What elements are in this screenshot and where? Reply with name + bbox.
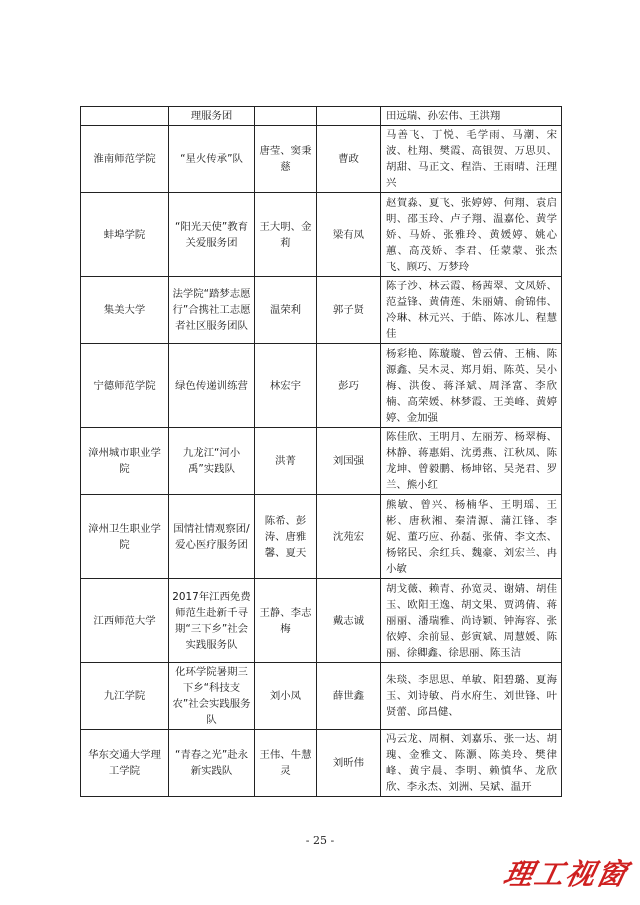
advisor-cell xyxy=(255,126,317,193)
leader-cell xyxy=(317,193,381,277)
school-cell-text: 九江学院 xyxy=(103,690,146,702)
table-row xyxy=(81,579,562,663)
school-cell xyxy=(81,344,169,428)
school-cell-text: 华东交通大学理工学院 xyxy=(88,749,161,777)
advisor-cell-text: 唐莹、窦秉慈 xyxy=(259,145,312,173)
table-row xyxy=(81,193,562,277)
school-cell-text: 江西师范大学 xyxy=(93,614,156,627)
leader-cell-text: 沈苑宏 xyxy=(332,530,365,543)
leader-cell-text: 刘昕伟 xyxy=(332,757,365,769)
team-name-cell xyxy=(169,193,255,277)
leader-cell-text: 郭子贤 xyxy=(332,304,365,316)
team-name-cell-text: 理服务团 xyxy=(190,110,233,122)
team-name-cell xyxy=(169,277,255,344)
table-row xyxy=(81,107,562,126)
school-cell-text: 宁德师范学院 xyxy=(93,379,156,392)
school-cell xyxy=(81,107,169,126)
team-name-cell-text: 国情社情观察团/爱心医疗服务团 xyxy=(173,522,250,551)
advisor-cell xyxy=(255,428,317,495)
members-cell-text: 陈佳欣、王明月、左丽芳、杨翠梅、林静、蒋惠娟、沈勇燕、江秋凤、陈龙坤、曾毅鹏、杨坤铭、吴尧君、罗兰、熊小红 xyxy=(386,431,557,491)
school-cell-text: 集美大学 xyxy=(103,304,146,316)
members-cell xyxy=(381,107,562,126)
page-number: - 25 - xyxy=(305,834,335,847)
members-cell-text: 朱琰、李思思、单敏、阳碧璐、夏海玉、刘诗敏、肖水府生、刘世锋、叶贤蕾、邱昌健、 xyxy=(386,674,557,718)
members-cell xyxy=(381,730,562,797)
leader-cell xyxy=(317,107,381,126)
advisor-cell-text: 洪菁 xyxy=(275,455,296,467)
advisor-cell xyxy=(255,107,317,126)
team-name-cell-text: 法学院“踏梦志愿行”合携社工志愿者社区服务团队 xyxy=(172,288,251,332)
school-cell xyxy=(81,579,169,663)
members-cell xyxy=(381,277,562,344)
table-row xyxy=(81,277,562,344)
advisor-cell-text: 温荣利 xyxy=(269,304,302,316)
advisor-cell xyxy=(255,579,317,663)
members-cell xyxy=(381,193,562,277)
advisor-cell-text: 王静、李志梅 xyxy=(259,606,312,635)
team-name-cell xyxy=(169,344,255,428)
team-name-cell-text: “阳光天使”教育关爱服务团 xyxy=(174,220,249,249)
watermark-logo: 理工视窗 xyxy=(500,857,632,891)
advisor-cell xyxy=(255,663,317,730)
members-cell-text: 熊敏、曾兴、杨楠华、王明瑶、王彬、唐秋湘、秦清源、蒲江锋、李妮、董巧应、孙磊、张倩、李文杰、杨铭民、余红兵、魏豪、刘宏兰、冉小敏 xyxy=(386,498,557,575)
team-name-cell xyxy=(169,107,255,126)
team-name-cell-text: 九龙江“河小禹”实践队 xyxy=(182,447,241,475)
leader-cell xyxy=(317,579,381,663)
school-cell xyxy=(81,193,169,277)
advisor-cell-text: 王伟、牛慧灵 xyxy=(259,749,312,777)
team-name-cell-text: 化环学院暑期三下乡“科技支农”社会实践服务队 xyxy=(172,666,251,726)
table-row xyxy=(81,126,562,193)
members-cell-text: 田远瑞、孙宏伟、王洪翔 xyxy=(386,110,501,122)
table-row xyxy=(81,495,562,579)
leader-cell xyxy=(317,126,381,193)
leader-cell-text: 戴志诚 xyxy=(332,614,365,627)
leader-cell-text: 刘国强 xyxy=(332,455,365,467)
team-name-cell-text: “星火传承”队 xyxy=(180,153,243,165)
team-name-cell-text: 2017年江西免费师范生赴新千寻期“三下乡”社会实践服务队 xyxy=(172,590,251,651)
members-cell xyxy=(381,579,562,663)
table-row xyxy=(81,344,562,428)
team-name-cell xyxy=(169,126,255,193)
table-row xyxy=(81,730,562,797)
members-cell-text: 冯云龙、周桐、刘嘉乐、张一达、胡瑰、金雅文、陈灏、陈美玲、樊律峰、黄宇晨、李明、赖慎华、龙欣欣、李永杰、刘洲、吴斌、温开 xyxy=(386,733,557,793)
leader-cell-text: 彭巧 xyxy=(338,379,359,392)
members-cell xyxy=(381,663,562,730)
school-cell-text: 漳州城市职业学院 xyxy=(88,447,161,475)
school-cell xyxy=(81,277,169,344)
members-cell-text: 胡戈薇、赖青、孙宽灵、谢婧、胡佳玉、欧阳王逸、胡文果、贾鸿倩、蒋丽丽、潘瑞雅、尚诗颖、钟海容、张依婷、余前显、彭寅斌、周慧媛、陈丽、徐卿鑫、徐思丽、陈玉洁 xyxy=(386,582,557,659)
school-cell xyxy=(81,428,169,495)
team-name-cell xyxy=(169,730,255,797)
advisor-cell xyxy=(255,277,317,344)
team-name-cell xyxy=(169,428,255,495)
school-cell-text: 淮南师范学院 xyxy=(93,153,156,165)
members-cell-text: 赵賀淼、夏飞、张婷婷、何翔、袁启明、邵玉玲、卢子翔、温嘉伦、黄学娇、马娇、张雅玲、黄媛婷、姚心蕙、高茂娇、李君、任蒙蒙、张杰飞、顾巧、万梦玲 xyxy=(386,196,557,273)
school-cell xyxy=(81,663,169,730)
school-cell xyxy=(81,126,169,193)
advisor-cell xyxy=(255,495,317,579)
school-cell xyxy=(81,495,169,579)
leader-cell xyxy=(317,495,381,579)
team-name-cell xyxy=(169,579,255,663)
table-body xyxy=(81,107,562,797)
advisor-cell xyxy=(255,730,317,797)
school-cell-text: 蚌埠学院 xyxy=(103,228,146,241)
leader-cell xyxy=(317,663,381,730)
members-cell-text: 陈子沙、林云霞、杨茜翠、文凤娇、范益锋、黄倩莲、朱丽婧、俞锦伟、冷琳、林元兴、于皓、陈冰儿、程慧佳 xyxy=(386,280,557,340)
team-name-cell xyxy=(169,495,255,579)
team-name-cell-text: 绿色传递训练营 xyxy=(175,379,248,392)
advisor-cell-text: 林宏宇 xyxy=(269,379,302,392)
leader-cell xyxy=(317,428,381,495)
advisor-cell-text: 刘小凤 xyxy=(269,690,302,702)
team-name-cell xyxy=(169,663,255,730)
school-cell xyxy=(81,730,169,797)
advisor-cell xyxy=(255,193,317,277)
volunteer-teams-table xyxy=(80,106,562,797)
members-cell xyxy=(381,495,562,579)
members-cell xyxy=(381,126,562,193)
table-row xyxy=(81,663,562,730)
leader-cell-text: 薛世鑫 xyxy=(332,690,365,702)
members-cell-text: 杨彩艳、陈璇璇、曾云倩、王楠、陈源鑫、吴木灵、郑月娟、陈英、吴小梅、洪俊、蒋泽斌、周泽富、李欣楠、高荣媛、林梦霞、王美峰、黄婷婷、金加强 xyxy=(386,347,557,424)
leader-cell-text: 梁有凤 xyxy=(332,228,365,241)
school-cell-text: 漳州卫生职业学院 xyxy=(88,522,161,551)
leader-cell xyxy=(317,344,381,428)
members-cell xyxy=(381,428,562,495)
leader-cell xyxy=(317,277,381,344)
advisor-cell-text: 陈希、彭涛、唐雅馨、夏天 xyxy=(264,514,307,559)
members-cell-text: 马善飞、丁悦、毛学雨、马潮、宋波、杜翔、樊霞、高银贺、万思贝、胡甜、马正文、程浩、王雨晴、汪理兴 xyxy=(386,129,557,189)
advisor-cell-text: 王大明、金莉 xyxy=(259,220,312,249)
table-row xyxy=(81,428,562,495)
leader-cell-text: 曹政 xyxy=(338,153,359,165)
members-cell xyxy=(381,344,562,428)
advisor-cell xyxy=(255,344,317,428)
team-name-cell-text: “青春之光”赴永新实践队 xyxy=(174,749,249,777)
leader-cell xyxy=(317,730,381,797)
